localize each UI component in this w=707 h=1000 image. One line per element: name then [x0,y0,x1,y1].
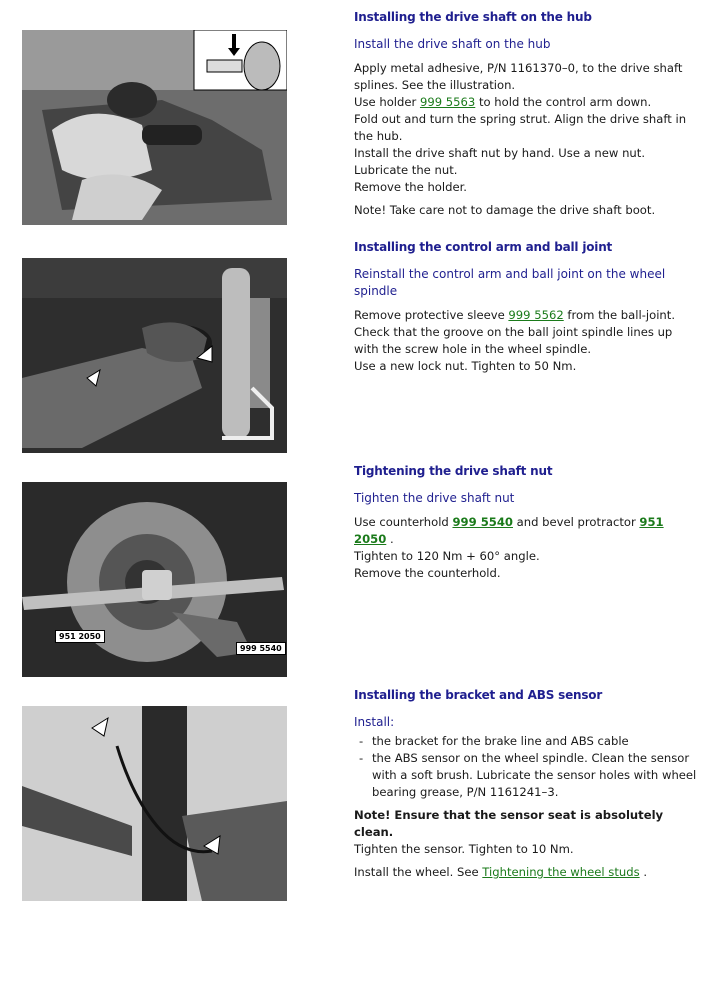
section-drive-shaft-nut-text [354,464,699,582]
section-title: Installing the bracket and ABS sensor [354,688,603,702]
photo-label: 999 5540 [236,642,286,655]
instruction-text: and bevel protractor [512,515,640,529]
instruction-text: Use holder [354,95,420,109]
list-item: - the ABS sensor on the wheel spindle. Clean the sensor with a soft brush. Lubricate the sensor holes with wheel bearing grease, P/N 1161241–3. [354,750,699,801]
photo-drive-shaft-nut [22,482,287,677]
section-body [354,733,699,801]
note-text: Note! Take care not to damage the drive shaft boot. [354,203,656,217]
instruction-line [354,94,699,111]
instruction-text: . [639,865,648,879]
section-abs-sensor-text [354,688,699,881]
section-title: Installing the drive shaft on the hub [354,10,592,24]
photo-abs-sensor [22,706,287,901]
photo-drive-shaft-hub [22,30,287,225]
tool-link-951-2050[interactable]: 951 2050 [354,515,664,546]
section-body [354,841,699,881]
section-body [354,514,699,582]
instruction-text: to hold the control arm down. [475,95,652,109]
section-subtitle: Reinstall the control arm and ball joint on the wheel spindle [354,267,666,298]
tool-link-999-5562[interactable]: 999 5562 [508,308,564,322]
instruction-line [354,307,699,324]
instruction-line [354,514,699,548]
instruction-line: Lubricate the nut. [354,163,458,177]
section-title: Installing the control arm and ball joint [354,240,613,254]
section-body [354,307,699,375]
tool-link-999-5563[interactable]: 999 5563 [419,95,476,109]
instruction-line: Tighten the sensor. Tighten to 10 Nm. [354,842,574,856]
instruction-text: Remove protective sleeve [354,308,509,322]
photo-control-arm-illustration [22,258,287,453]
section-title: Tightening the drive shaft nut [354,464,553,478]
photo-abs-sensor-illustration [22,706,287,901]
instruction-line: Remove the holder. [354,180,467,194]
instruction-text: from the ball-joint. [563,308,676,322]
instruction-text: Use counterhold [354,515,453,529]
instruction-text: . [386,532,394,546]
list-item: - the bracket for the brake line and ABS cable [354,733,699,750]
section-subtitle: Install: [354,715,395,729]
photo-drive-shaft-hub-illustration [22,30,287,225]
link-tightening-wheel-studs[interactable]: Tightening the wheel studs [482,865,640,879]
instruction-text: Install the wheel. See [354,865,483,879]
section-body [354,60,699,196]
instruction-line: Use a new lock nut. Tighten to 50 Nm. [354,359,577,373]
section-control-arm-text [354,240,699,375]
note-text: Note! Ensure that the sensor seat is absolutely clean. [354,808,664,839]
section-subtitle: Tighten the drive shaft nut [354,491,515,505]
instruction-line: Check that the groove on the ball joint spindle lines up with the screw hole in the wheel spindle. [354,325,673,356]
instruction-line: Install the drive shaft nut by hand. Use a new nut. [354,146,645,160]
install-list [354,733,699,801]
section-subtitle: Install the drive shaft on the hub [354,37,551,51]
photo-label: 951 2050 [55,630,105,643]
instruction-line [354,864,699,881]
instruction-line: Remove the counterhold. [354,566,501,580]
section-drive-shaft-hub-text [354,10,699,219]
instruction-line: Fold out and turn the spring strut. Align the drive shaft in the hub. [354,112,687,143]
instruction-line: Tighten to 120 Nm + 60° angle. [354,549,540,563]
tool-link-999-5540[interactable]: 999 5540 [452,515,513,529]
photo-control-arm [22,258,287,453]
instruction-line: Apply metal adhesive, P/N 1161370–0, to the drive shaft splines. See the illustration. [354,61,683,92]
